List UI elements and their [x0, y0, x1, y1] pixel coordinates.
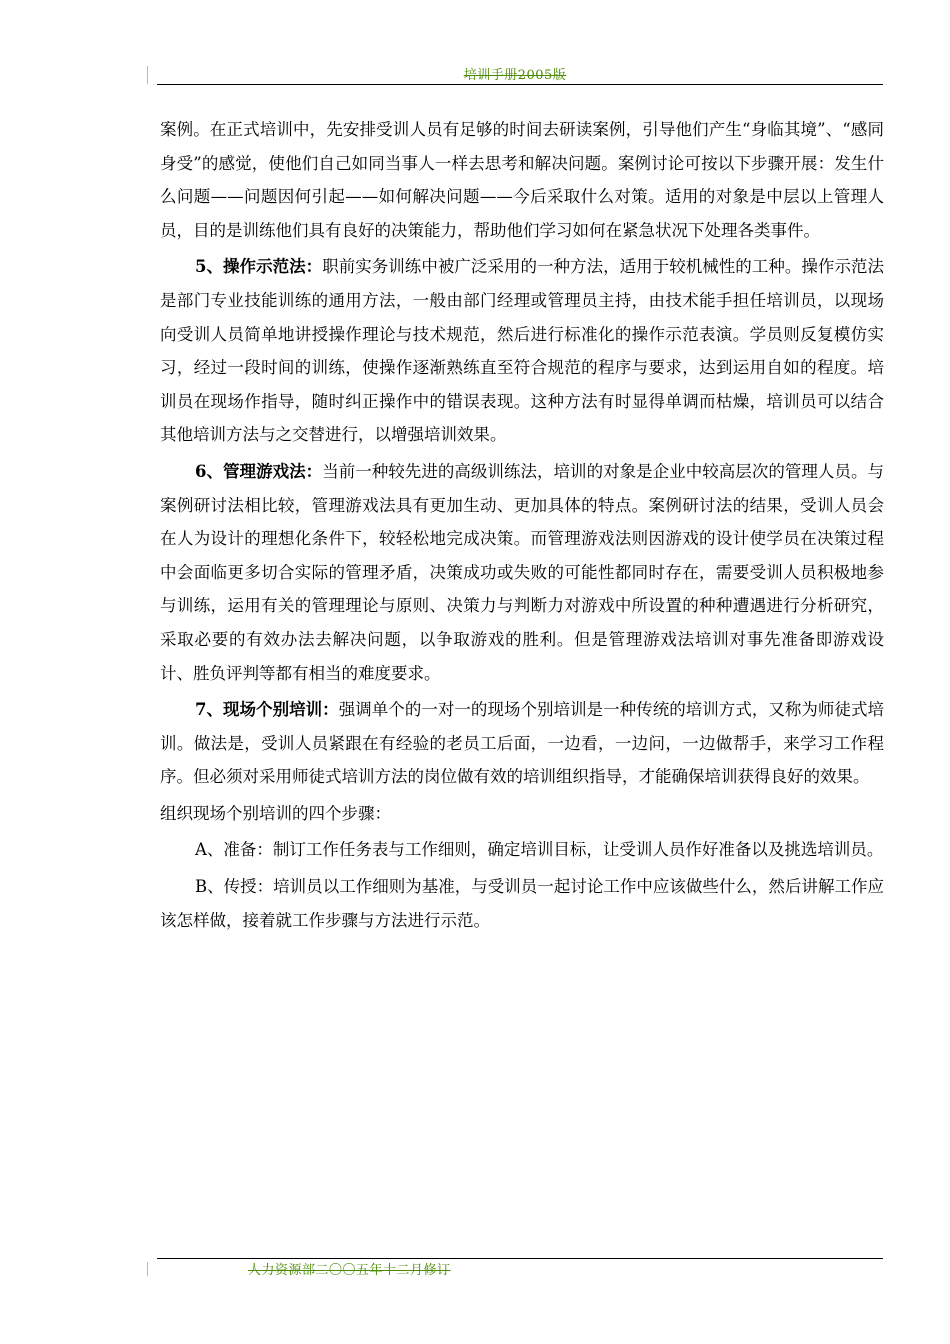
paragraph-demonstration-method — [160, 250, 884, 452]
paragraph-management-game — [160, 455, 884, 690]
section-text-demonstration: 职前实务训练中被广泛采用的一种方法，适用于较机械性的工种。操作示范法是部门专业技能训练的通用方法，一般由部门经理或管理员主持，由技术能手担任培训员，以现场向受训人员简单地讲授操作理论与技术规范，然后进行标准化的操作示范表演。学员则反复模仿实习，经过一段时间的训练，使操作逐渐熟练直至符合规范的程序与要求，达到运用自如的程度。培训员在现场作指导，随时纠正操作中的错误表现。这种方法有时显得单调而枯燥，培训员可以结合其他培训方法与之交替进行，以增强培训效果。 — [160, 257, 885, 445]
section-text-onsite-training: 强调单个的一对一的现场个别培训是一种传统的培训方式，又称为师徒式培训。做法是，受训人员紧跟在有经验的老员工后面，一边看，一边问，一边做帮手，来学习工作程序。但必须对采用师徒式培训方法的岗位做有效的培训组织指导，才能确保培训获得良好的效果。 — [160, 700, 885, 787]
header-divider — [157, 84, 883, 85]
section-heading-demonstration: 5、操作示范法： — [195, 257, 323, 277]
document-body — [160, 113, 884, 937]
section-heading-onsite-training: 7、现场个别培训： — [195, 700, 339, 720]
paragraph-onsite-individual-training — [160, 693, 884, 794]
page-header-title: 培训手册2005版 — [463, 68, 567, 83]
section-text-management-game: 当前一种较先进的高级训练法，培训的对象是企业中较高层次的管理人员。与案例研讨法相比较，管理游戏法具有更加生动、更加具体的特点。案例研讨法的结果，受训人员会在人为设计的理想化条件下，较轻松地完成决策。而管理游戏法则因游戏的设计使学员在决策过程中会面临更多切合实际的管理矛盾，决策成功或失败的可能性都同时存在，需要受训人员积极地参与训练，运用有关的管理理论与原则、决策力与判断力对游戏中所设置的种种遭遇进行分析研究，采取必要的有效办法去解决问题，以争取游戏的胜利。但是管理游戏法培训对事先准备即游戏设计、胜负评判等都有相当的难度要求。 — [160, 461, 885, 683]
page-footer-text: 人力资源部二〇〇五年十二月修订 — [248, 1263, 451, 1278]
paragraph-case-study-continued: 案例。在正式培训中，先安排受训人员有足够的时间去研读案例，引导他们产生“身临其境”、“感同身受”的感觉，使他们自己如同当事人一样去思考和解决问题。案例讨论可按以下步骤开展：发生什么问题——问题因何引起——如何解决问题——今后采取什么对策。适用的对象是中层以上管理人员，目的是训练他们具有良好的决策能力，帮助他们学习如何在紧急状况下处理各类事件。 — [160, 120, 884, 240]
section-heading-management-game: 6、管理游戏法： — [195, 461, 323, 481]
paragraph-step-b-instruction: B、传授：培训员以工作细则为基准，与受训员一起讨论工作中应该做些什么，然后讲解工作应该怎样做，接着就工作步骤与方法进行示范。 — [160, 877, 884, 930]
footer-margin-mark — [147, 1262, 148, 1276]
paragraph-step-a-preparation: A、准备：制订工作任务表与工作细则，确定培训目标，让受训人员作好准备以及挑选培训员。 — [195, 840, 884, 860]
paragraph-four-steps-intro: 组织现场个别培训的四个步骤： — [160, 803, 391, 823]
